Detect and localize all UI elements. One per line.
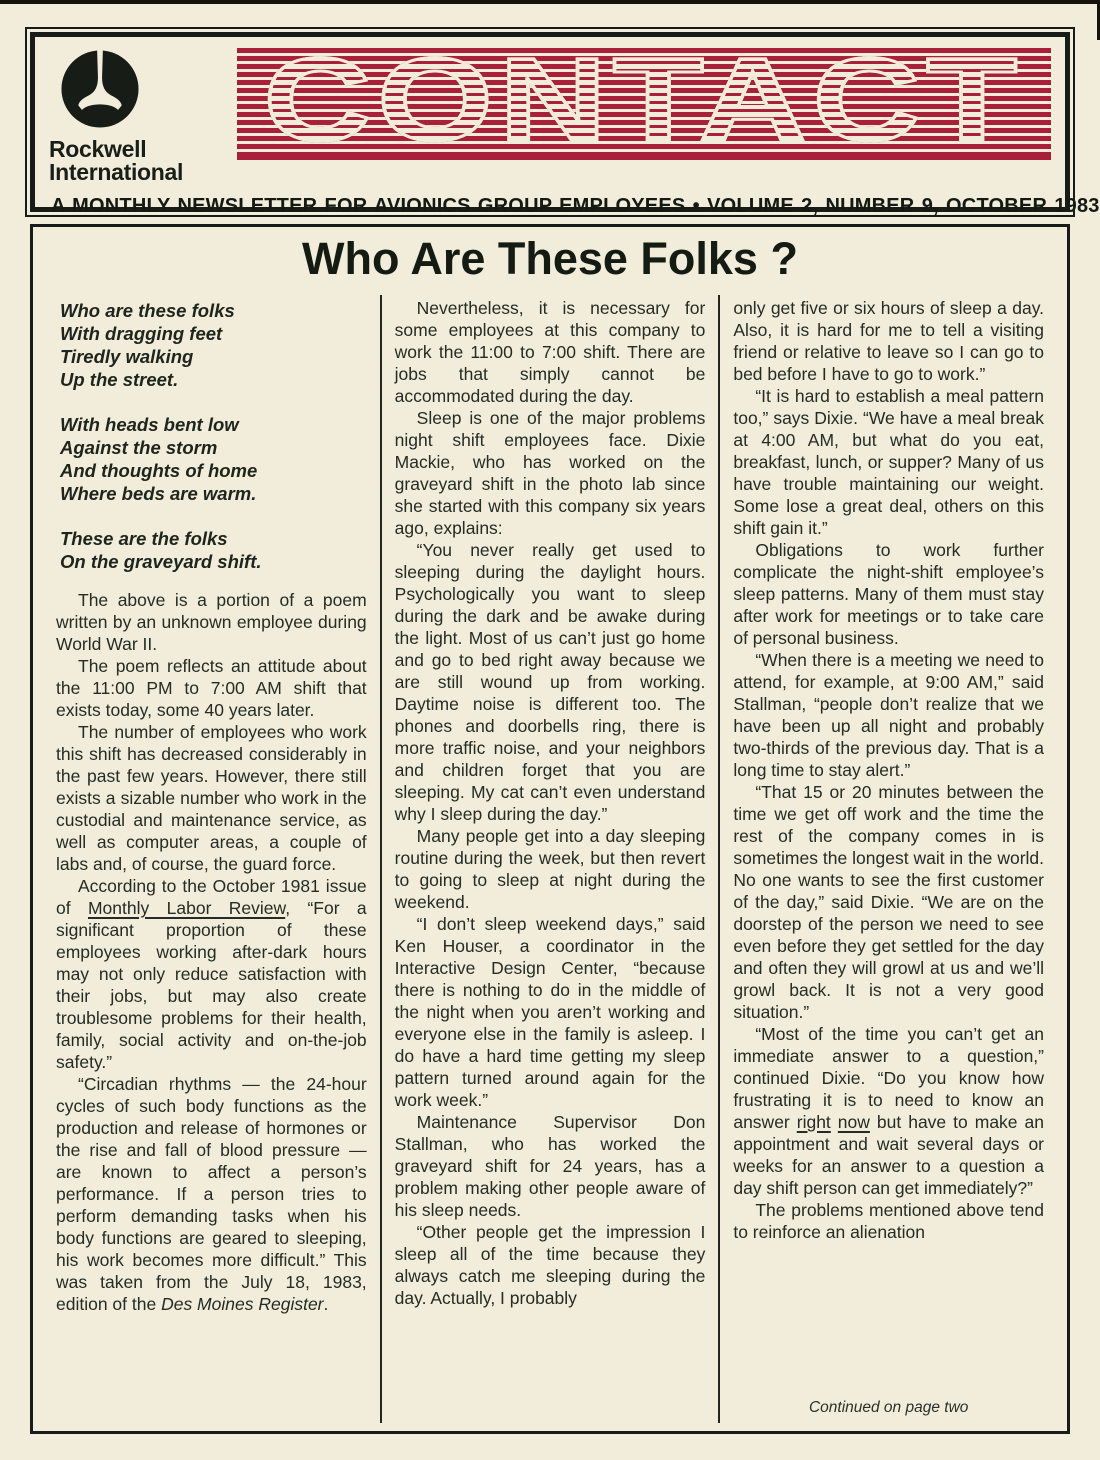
brand-name <box>49 138 237 185</box>
poem <box>60 299 367 573</box>
brand-block <box>49 46 237 185</box>
paragraph: According to the October 1981 issue of Monthly Labor Review, “For a significant proportion of these employees working after-dark hours may not only reduce satisfaction with their jobs, but may also create troublesome problems for their health, family, social activity and on-the-job safety.” <box>56 876 367 1072</box>
paragraph: “It is hard to establish a meal pattern too,” says Dixie. “We have a meal break at 4:00 AM, but what do you eat, breakfast, lunch, or supper? Many of us have trouble maintaining our weight. Some lose a great deal, others on this shift gain it.” <box>733 386 1045 538</box>
scan-edge-top <box>0 0 1100 4</box>
paragraph: “Circadian rhythms — the 24-hour cycles of such body functions as the production and release of hormones or the rise and fall of blood pressure — are known to affect a person’s performance. If a person tries to perform demanding tasks when his body functions are geared to sleeping, his work becomes more difficult.” This was taken from the July 18, 1983, edition of the Des Moines Register. <box>56 1074 367 1314</box>
paragraph: “Most of the time you can’t get an immediate answer to a question,” continued Dixie. “Do you know how frustrating it is to need to know an answer right now but have to make an appointment and wait several days or weeks for an answer to a question a day shift person can get immediately?” <box>733 1024 1045 1198</box>
paragraph: The poem reflects an attitude about the 11:00 PM to 7:00 AM shift that exists today, some 40 years later. <box>56 656 367 720</box>
brand-name-line2: International <box>49 159 184 186</box>
masthead-inner <box>49 46 1100 217</box>
poem-stanza <box>60 299 367 391</box>
continued-note: Continued on page two <box>808 1399 969 1416</box>
paragraph: Nevertheless, it is necessary for some employees at this company to work the 11:00 to 7:00 shift. There are jobs that simply cannot be accommodated during the day. <box>394 298 706 406</box>
poem-stanza <box>60 413 367 505</box>
poem-line: Who are these folks <box>60 300 235 321</box>
column-1-paragraphs <box>56 589 367 1315</box>
poem-line: Against the storm <box>60 437 218 458</box>
paragraph: Maintenance Supervisor Don Stallman, who has worked the graveyard shift for 24 years, has a problem making other people aware of his sleep needs. <box>394 1112 706 1220</box>
paragraph: “When there is a meeting we need to attend, for example, at 9:00 AM,” said Stallman, “people don’t realize that we have been up all night and probably two-thirds of the previous day. That is a long time to stay alert.” <box>733 650 1045 780</box>
paragraph: The number of employees who work this shift has decreased considerably in the past few years. However, there still exists a sizable number who work in the custodial and maintenance service, as well as computer areas, a couple of labs and, of course, the guard force. <box>56 722 367 874</box>
page-title: Who Are These Folks ? <box>302 233 798 284</box>
poem-line: On the graveyard shift. <box>60 551 262 572</box>
column-2-paragraphs <box>395 297 706 1309</box>
poem-line: With dragging feet <box>60 323 223 344</box>
article <box>30 224 1070 1434</box>
poem-stanza <box>60 527 367 573</box>
poem-line: Up the street. <box>60 369 179 390</box>
column-3 <box>718 295 1057 1423</box>
masthead <box>30 32 1100 217</box>
paragraph: Sleep is one of the major problems night shift employees face. Dixie Mackie, who has worked on the graveyard shift in the photo lab since she started with this company six years ago, explains: <box>394 408 706 538</box>
brand-name-line1: Rockwell <box>49 136 147 162</box>
column-2 <box>380 295 719 1423</box>
paragraph: only get five or six hours of sleep a day. Also, it is hard for me to tell a visiting friend or relative to leave so I can go to bed before I have to go to work.” <box>733 298 1045 384</box>
poem-line: Tiredly walking <box>60 346 194 367</box>
rockwell-logo-icon <box>59 48 141 130</box>
masthead-tagline: A MONTHLY NEWSLETTER FOR AVIONICS GROUP EMPLOYEES • VOLUME 2, NUMBER 9, OCTOBER 1983 <box>51 194 1100 217</box>
paragraph: “Other people get the impression I sleep all of the time because they always catch me sleeping during the day. Actually, I probably <box>394 1222 706 1308</box>
paragraph: “You never really get used to sleeping during the daylight hours. Psychologically you want to sleep during the dark and be awake during the light. Most of us can’t just go home and go to bed right away because we are still wound up from working. Daytime noise is different too. The phones and doorbells ring, there is more traffic noise, and your neighbors and children forget that you are sleeping. My cat can’t even understand why I sleep during the day.” <box>394 540 706 824</box>
paragraph: The problems mentioned above tend to reinforce an alienation <box>733 1200 1045 1242</box>
paragraph: “That 15 or 20 minutes between the time we get off work and the time the rest of the company comes in is sometimes the longest wait in the world. No one wants to see the first customer of the day,” said Dixie. “We are on the doorstep of the person we need to see even before they get settled for the day and often they will growl at us and we’ll growl back. It is not a very good situation.” <box>733 782 1045 1022</box>
contact-logo <box>237 48 1051 160</box>
poem-line: And thoughts of home <box>60 460 258 481</box>
poem-line: These are the folks <box>60 528 228 549</box>
column-1 <box>43 295 380 1423</box>
column-3-paragraphs <box>733 297 1044 1243</box>
poem-line: Where beds are warm. <box>60 483 257 504</box>
article-columns <box>33 295 1067 1423</box>
paragraph: Obligations to work further complicate the night-shift employee’s sleep patterns. Many of them must stay after work for meetings or to take care of personal business. <box>733 540 1045 648</box>
paragraph: The above is a portion of a poem written by an unknown employee during World War II. <box>56 590 367 654</box>
contact-logo-text: CONTACT <box>264 48 1024 160</box>
paragraph: Many people get into a day sleeping routine during the week, but then revert to going to sleep at night during the weekend. <box>394 826 706 912</box>
paragraph: “I don’t sleep weekend days,” said Ken Houser, a coordinator in the Interactive Design Center, “because there is nothing to do in the middle of the night when you aren’t working and everyone else in the family is asleep. I do have a hard time getting my sleep pattern turned around again for the work week.” <box>394 914 706 1110</box>
poem-line: With heads bent low <box>60 414 239 435</box>
